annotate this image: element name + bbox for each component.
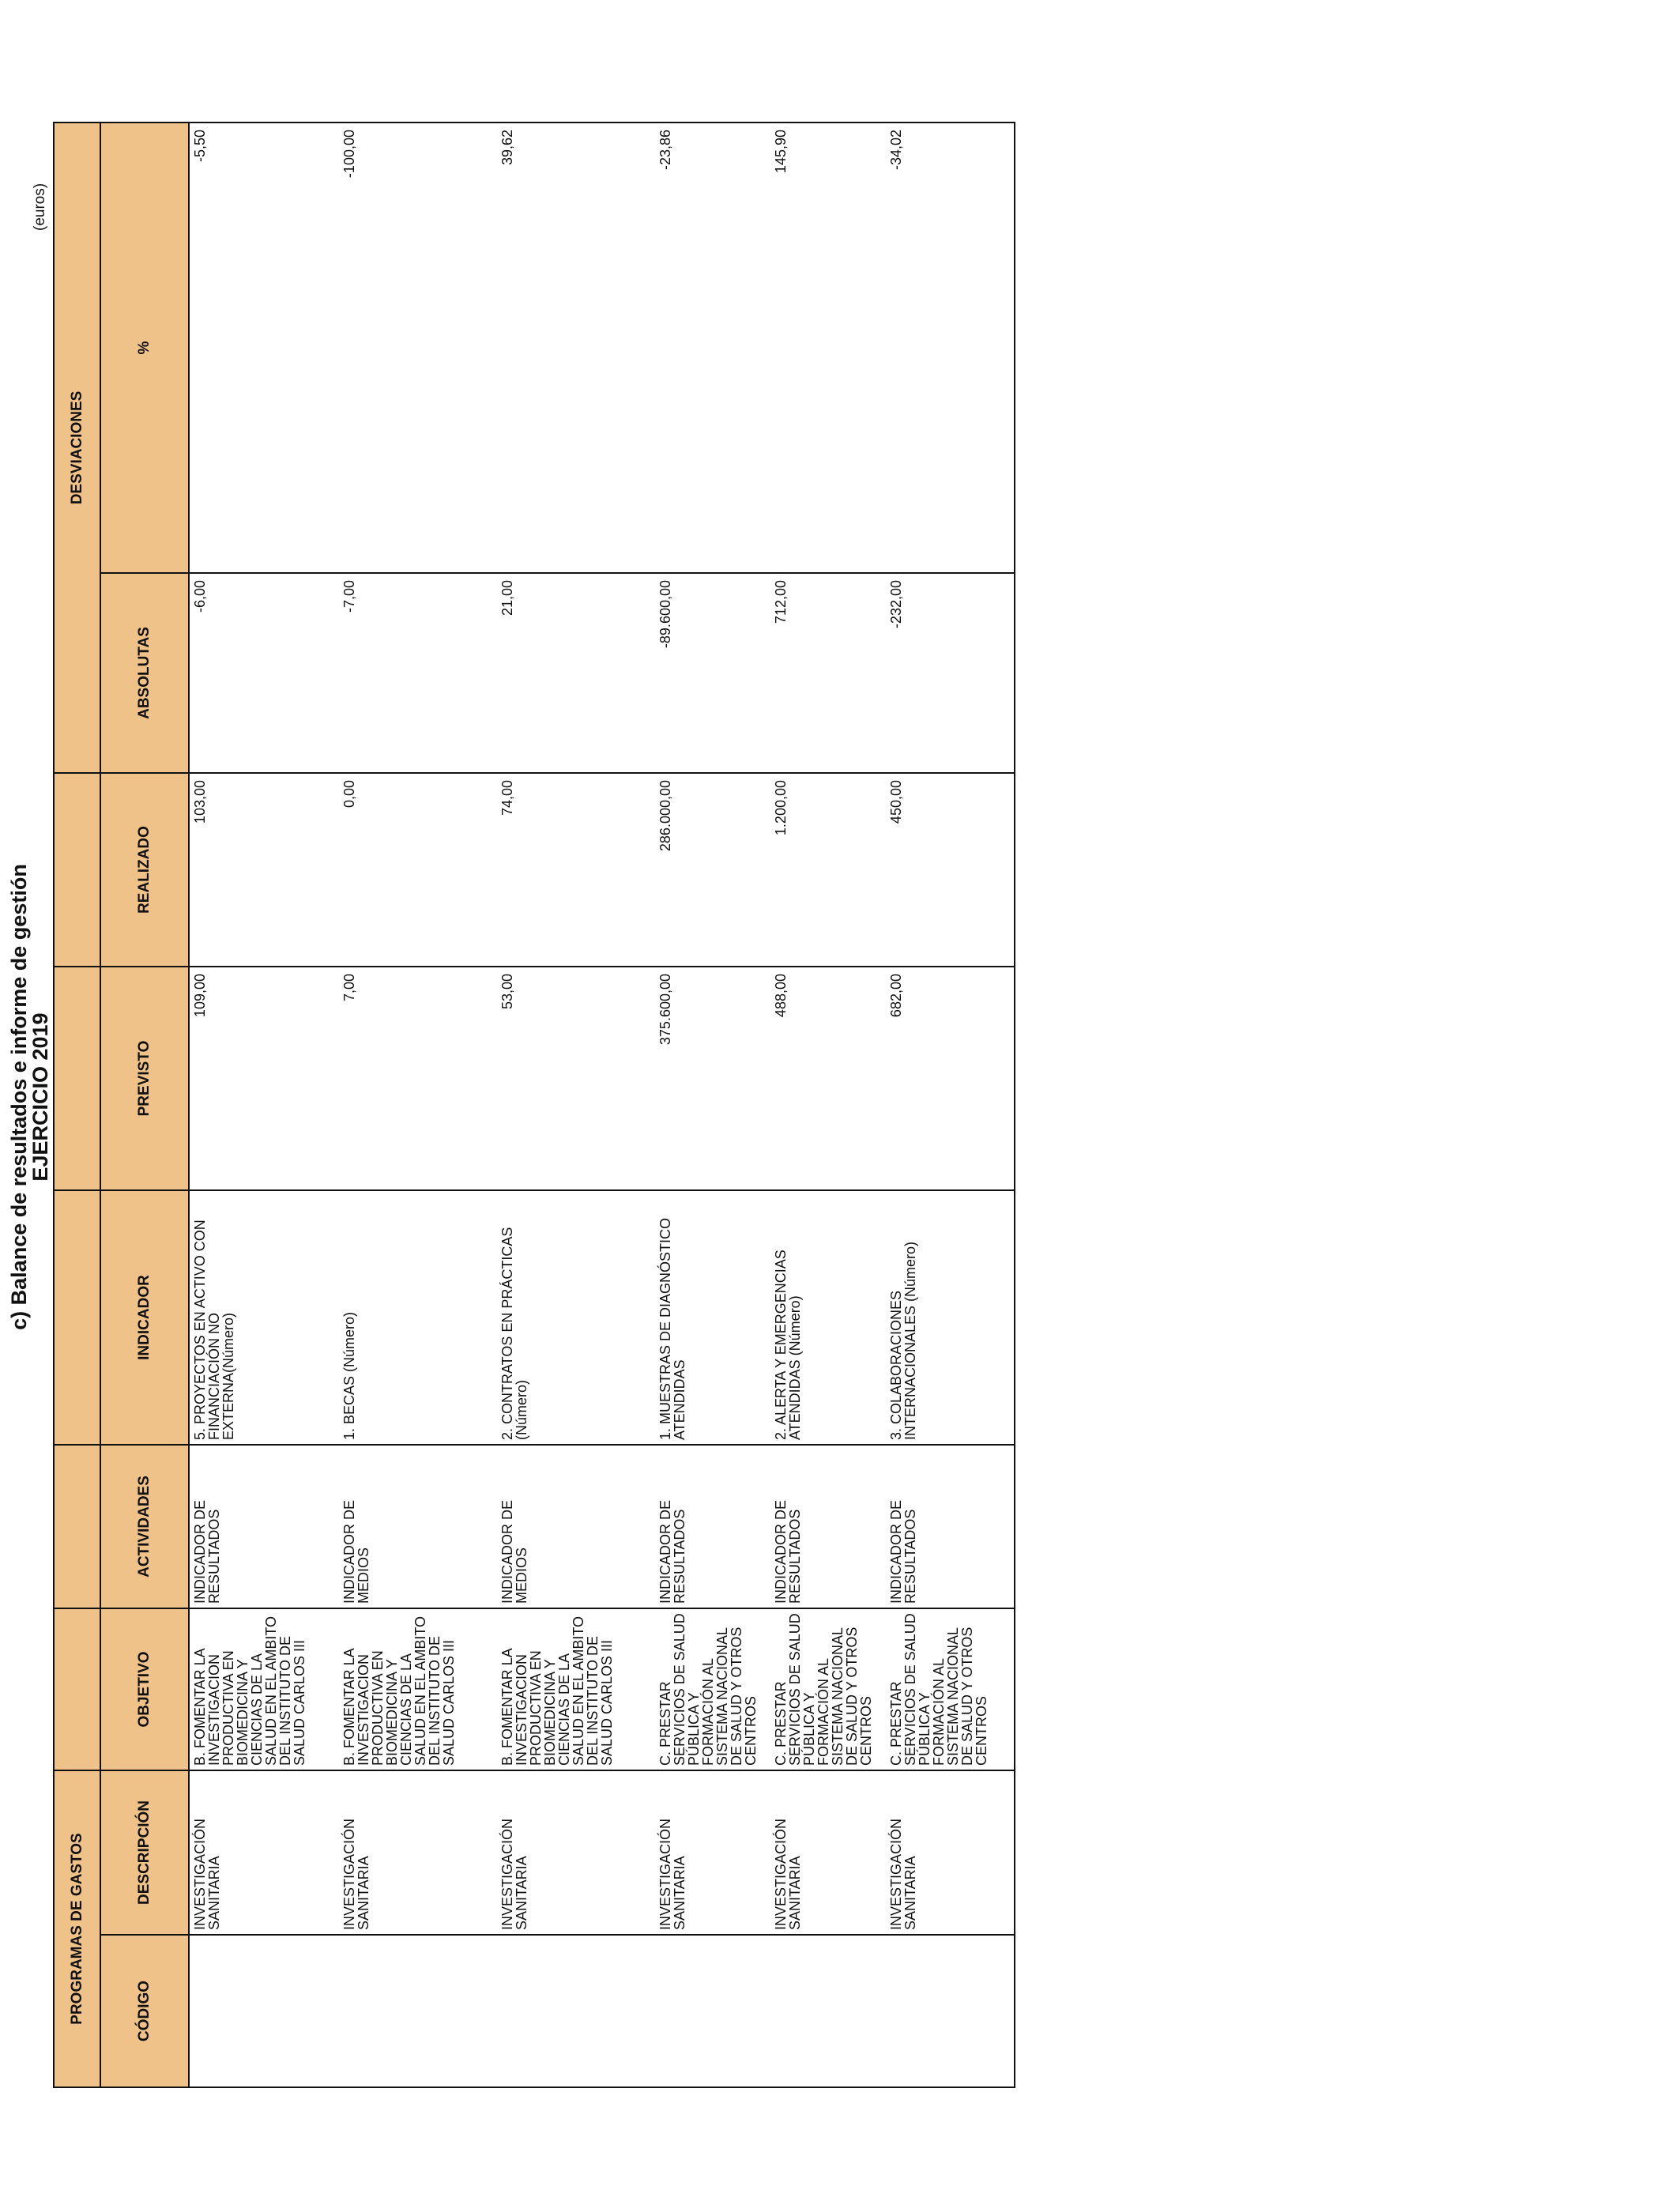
group-header-programas: PROGRAMAS DE GASTOS — [54, 1770, 100, 2087]
cell-indicador: 5. PROYECTOS EN ACTIVO CON FINANCIACIÓN NO EXTERNA(Número) — [189, 1190, 339, 1445]
cell-objetivo: C. PRESTAR SERVICIOS DE SALUD PÚBLICA Y FORMACIÓN AL SISTEMA NACIONAL DE SALUD Y OTROS CENTROS — [655, 1608, 770, 1770]
cell-objetivo: B. FOMENTAR LA INVESTIGACION PRODUCTIVA EN BIOMEDICINA Y CIENCIAS DE LA SALUD EN EL AMBITO DEL INSTITUTO DE SALUD CARLOS III — [339, 1608, 497, 1770]
table-row — [497, 123, 655, 2087]
cell-actividades: INDICADOR DE RESULTADOS — [886, 1445, 1015, 1608]
cell-realizado: 74,00 — [497, 773, 655, 967]
col-header-descripcion: DESCRIPCIÓN — [100, 1770, 189, 1935]
cell-absolutas: -7,00 — [339, 573, 497, 773]
cell-porcentaje: -34,02 — [886, 123, 1015, 573]
cell-previsto: 53,00 — [497, 967, 655, 1190]
table-row — [189, 123, 339, 2087]
cell-realizado: 1.200,00 — [770, 773, 886, 967]
group-header-blank-objetivo — [54, 1608, 100, 1770]
cell-indicador: 2. ALERTA Y EMERGENCIAS ATENDIDAS (Número) — [770, 1190, 886, 1445]
group-header-desviaciones: DESVIACIONES — [54, 123, 100, 773]
cell-codigo — [497, 1935, 655, 2087]
table-row — [886, 123, 1015, 2087]
col-header-actividades: ACTIVIDADES — [100, 1445, 189, 1608]
col-header-indicador: INDICADOR — [100, 1190, 189, 1445]
units-label: (euros) — [32, 183, 48, 231]
col-header-absolutas: ABSOLUTAS — [100, 573, 189, 773]
cell-codigo — [655, 1935, 770, 2087]
cell-codigo — [770, 1935, 886, 2087]
cell-previsto: 682,00 — [886, 967, 1015, 1190]
group-header-blank-indicador — [54, 1190, 100, 1445]
cell-absolutas: -89.600,00 — [655, 573, 770, 773]
cell-indicador: 1. MUESTRAS DE DIAGNÓSTICO ATENDIDAS — [655, 1190, 770, 1445]
cell-indicador: 3. COLABORACIONES INTERNACIONALES (Número) — [886, 1190, 1015, 1445]
cell-descripcion: INVESTIGACIÓN SANITARIA — [655, 1770, 770, 1935]
col-header-realizado: REALIZADO — [100, 773, 189, 967]
cell-descripcion: INVESTIGACIÓN SANITARIA — [189, 1770, 339, 1935]
cell-descripcion: INVESTIGACIÓN SANITARIA — [770, 1770, 886, 1935]
group-header-blank-realizado — [54, 773, 100, 967]
cell-realizado: 286.000,00 — [655, 773, 770, 967]
cell-descripcion: INVESTIGACIÓN SANITARIA — [497, 1770, 655, 1935]
col-header-previsto: PREVISTO — [100, 967, 189, 1190]
cell-objetivo: B. FOMENTAR LA INVESTIGACION PRODUCTIVA EN BIOMEDICINA Y CIENCIAS DE LA SALUD EN EL AMBITO DEL INSTITUTO DE SALUD CARLOS III — [497, 1608, 655, 1770]
cell-actividades: INDICADOR DE RESULTADOS — [189, 1445, 339, 1608]
table-row — [770, 123, 886, 2087]
cell-absolutas: -6,00 — [189, 573, 339, 773]
cell-realizado: 450,00 — [886, 773, 1015, 967]
cell-codigo — [339, 1935, 497, 2087]
group-header-row — [54, 123, 100, 2087]
cell-porcentaje: -5,50 — [189, 123, 339, 573]
cell-indicador: 2. CONTRATOS EN PRÁCTICAS (Número) — [497, 1190, 655, 1445]
cell-porcentaje: -23,86 — [655, 123, 770, 573]
cell-porcentaje: 39,62 — [497, 123, 655, 573]
cell-actividades: INDICADOR DE RESULTADOS — [770, 1445, 886, 1608]
cell-porcentaje: -100,00 — [339, 123, 497, 573]
cell-actividades: INDICADOR DE MEDIOS — [497, 1445, 655, 1608]
cell-absolutas: 712,00 — [770, 573, 886, 773]
table-row — [655, 123, 770, 2087]
cell-previsto: 7,00 — [339, 967, 497, 1190]
cell-porcentaje: 145,90 — [770, 123, 886, 573]
page-subtitle: EJERCICIO 2019 — [28, 1012, 52, 1182]
cell-objetivo: C. PRESTAR SERVICIOS DE SALUD PÚBLICA Y FORMACIÓN AL SISTEMA NACIONAL DE SALUD Y OTROS CENTROS — [886, 1608, 1015, 1770]
cell-descripcion: INVESTIGACIÓN SANITARIA — [886, 1770, 1015, 1935]
cell-actividades: INDICADOR DE MEDIOS — [339, 1445, 497, 1608]
cell-objetivo: B. FOMENTAR LA INVESTIGACION PRODUCTIVA EN BIOMEDICINA Y CIENCIAS DE LA SALUD EN EL AMBITO DEL INSTITUTO DE SALUD CARLOS III — [189, 1608, 339, 1770]
col-header-objetivo: OBJETIVO — [100, 1608, 189, 1770]
cell-actividades: INDICADOR DE RESULTADOS — [655, 1445, 770, 1608]
cell-descripcion: INVESTIGACIÓN SANITARIA — [339, 1770, 497, 1935]
results-table — [53, 122, 1015, 2088]
cell-absolutas: 21,00 — [497, 573, 655, 773]
cell-previsto: 375.600,00 — [655, 967, 770, 1190]
cell-codigo — [189, 1935, 339, 2087]
cell-realizado: 0,00 — [339, 773, 497, 967]
group-header-blank-actividades — [54, 1445, 100, 1608]
group-header-blank-previsto — [54, 967, 100, 1190]
col-header-codigo: CÓDIGO — [100, 1935, 189, 2087]
column-header-row — [100, 123, 189, 2087]
cell-objetivo: C. PRESTAR SERVICIOS DE SALUD PÚBLICA Y FORMACIÓN AL SISTEMA NACIONAL DE SALUD Y OTROS CENTROS — [770, 1608, 886, 1770]
table-row — [339, 123, 497, 2087]
page-title: c) Balance de resultados e informe de gestión — [7, 864, 31, 1330]
cell-absolutas: -232,00 — [886, 573, 1015, 773]
cell-indicador: 1. BECAS (Número) — [339, 1190, 497, 1445]
col-header-porcentaje: % — [100, 123, 189, 573]
cell-realizado: 103,00 — [189, 773, 339, 967]
cell-codigo — [886, 1935, 1015, 2087]
cell-previsto: 109,00 — [189, 967, 339, 1190]
cell-previsto: 488,00 — [770, 967, 886, 1190]
title-block — [8, 0, 51, 2194]
